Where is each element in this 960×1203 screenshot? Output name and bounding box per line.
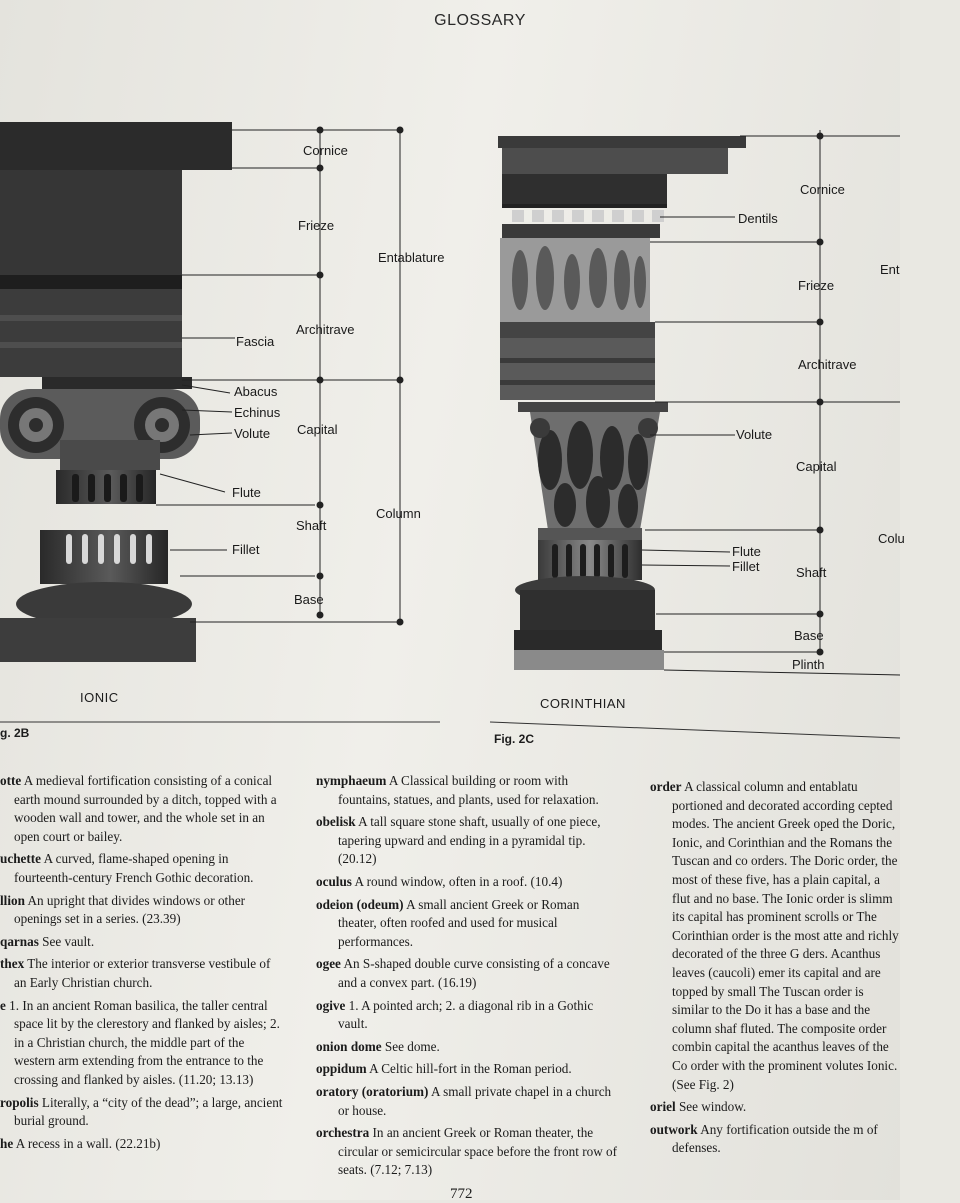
label-frieze-corinthian: Frieze: [798, 278, 835, 293]
glossary-entry: [0, 772, 286, 846]
glossary-entry: [316, 997, 618, 1034]
glossary-entry: [316, 873, 618, 892]
entry-definition: Literally, a “city of the dead”; a large, ancient burial ground.: [14, 1094, 283, 1129]
glossary-entry: [650, 1121, 900, 1158]
entry-definition: A tall square stone shaft, usually of one piece, tapering upward and ending in a pyramidal tip. (20.12): [338, 814, 601, 867]
label-volute-ionic: Volute: [234, 426, 271, 441]
label-flute-ionic: Flute: [232, 485, 261, 500]
figure-area: [0, 110, 905, 750]
entry-definition: See window.: [675, 1099, 747, 1115]
label-fascia: Fascia: [236, 334, 275, 349]
glossary-entry: [316, 896, 618, 952]
label-plinth: Plinth: [792, 657, 825, 672]
entry-headword: qarnas: [0, 933, 39, 949]
entry-definition: An upright that divides windows or other openings set in a series. (23.39): [14, 892, 246, 927]
entry-definition: A Classical building or room with fountains, statues, and plants, used for relaxation.: [338, 773, 599, 807]
entry-headword: nymphaeum: [316, 773, 387, 788]
entry-headword: orchestra: [316, 1125, 370, 1141]
entry-headword: oculus: [316, 873, 352, 889]
entry-headword: uchette: [0, 851, 42, 867]
entry-definition: 1. A pointed arch; 2. a diagonal rib in a Gothic vault.: [338, 997, 594, 1032]
label-abacus: Abacus: [234, 384, 278, 399]
glossary-entry: [0, 933, 286, 952]
glossary-entry: [316, 955, 618, 992]
label-cornice-ionic: Cornice: [303, 143, 348, 158]
entry-definition: An S-shaped double curve consisting of a concave and a convex part. (16.19): [338, 956, 610, 990]
entry-definition: In an ancient Greek or Roman theater, the circular or semicircular space before the front row of seats. (7.12; 7.13): [338, 1125, 617, 1178]
label-architrave-corinthian: Architrave: [798, 357, 857, 372]
entry-headword: oppidum: [316, 1061, 367, 1077]
glossary-entry: [0, 1135, 286, 1154]
entry-headword: order: [650, 779, 682, 794]
glossary-column-1: [0, 772, 286, 1157]
label-base-corinthian: Base: [794, 628, 824, 643]
entry-definition: A Celtic hill-fort in the Roman period.: [366, 1061, 572, 1077]
figure-number-2b: g. 2B: [0, 726, 30, 740]
label-frieze-ionic: Frieze: [298, 218, 335, 233]
glossary-entry: [316, 1083, 618, 1120]
entry-headword: obelisk: [316, 814, 356, 830]
entry-definition: A small private chapel in a church or house.: [338, 1083, 612, 1118]
entry-headword: onion dome: [316, 1038, 382, 1054]
label-capital-ionic: Capital: [297, 422, 338, 437]
glossary-entry: [0, 892, 286, 929]
entry-headword: oratory (oratorium): [316, 1083, 429, 1099]
label-shaft-corinthian: Shaft: [796, 565, 827, 580]
label-flute-corinthian: Flute: [732, 544, 761, 559]
entry-headword: ogive: [316, 997, 346, 1013]
entry-headword: otte: [0, 773, 22, 788]
label-architrave-ionic: Architrave: [296, 322, 355, 337]
entry-definition: See vault.: [38, 933, 95, 949]
caption-corinthian: CORINTHIAN: [540, 696, 626, 711]
label-base-ionic: Base: [294, 592, 324, 607]
glossary-entry: [316, 1038, 618, 1057]
label-entablature-corinthian: Ent: [880, 262, 900, 277]
label-volute-corinthian: Volute: [736, 427, 773, 442]
label-entablature-ionic: Entablature: [378, 250, 445, 265]
glossary-entry: [316, 1124, 618, 1180]
entry-definition: 1. In an ancient Roman basilica, the taller central space lit by the clerestory and flanked by aisles; 2. in a Christian church, the middle part of the western arm extending from the entrance to the crossing and flanked by aisles. (11.20; 13.13): [5, 997, 280, 1087]
label-fillet-corinthian: Fillet: [732, 559, 760, 574]
entry-definition: See dome.: [381, 1038, 440, 1054]
label-column-ionic: Column: [376, 506, 421, 521]
entry-headword: he: [0, 1135, 14, 1151]
entry-headword: ogee: [316, 956, 341, 972]
entry-definition: A recess in a wall. (22.21b): [13, 1135, 161, 1151]
ionic-column-photo: [0, 122, 232, 662]
entry-headword: thex: [0, 956, 25, 972]
entry-headword: odeion (odeum): [316, 896, 404, 912]
glossary-entry: [316, 813, 618, 869]
glossary-entry: [0, 1094, 286, 1131]
label-fillet-ionic: Fillet: [232, 542, 260, 557]
ionic-leader-lines: [156, 127, 403, 625]
entry-headword: llion: [0, 892, 25, 908]
label-shaft-ionic: Shaft: [296, 518, 327, 533]
glossary-entry: [0, 850, 286, 887]
corinthian-column-photo: [498, 136, 746, 670]
entry-definition: A medieval fortification consisting of a conical earth mound surrounded by a ditch, topped with a wooden wall and tower, and the whole set in an open court or bailey.: [14, 773, 277, 844]
entry-definition: A classical column and entablatu portioned and decorated according cepted modes. The ancient Greek oped the Doric, Ionic, and Corinthian and the Romans the Tuscan and co orders. The Doric order, the most of these five, has a plain capital, a flut and no base. The Ionic order is slimm its capital has prominent scrolls or The Corinthian order is the most atte and richly decorated of the three G ders. Acanthus leaves (caucoli) emer its capital and are topped by small The Tuscan order is similar to the Do it has a base and the column shaf fluted. The composite order combin capital the acanthus leaves of the Co order with the prominent volutes Ionic. (See Fig. 2): [672, 779, 899, 1092]
label-capital-corinthian: Capital: [796, 459, 837, 474]
glossary-entry: [650, 778, 900, 1094]
page-number: 772: [450, 1186, 473, 1202]
figure-number-2c: Fig. 2C: [494, 732, 535, 746]
glossary-column-2: [316, 772, 618, 1184]
label-echinus: Echinus: [234, 405, 281, 420]
label-cornice-corinthian: Cornice: [800, 182, 845, 197]
glossary-entry: [316, 1060, 618, 1079]
entry-headword: oriel: [650, 1099, 676, 1115]
glossary-entry: [0, 997, 286, 1090]
entry-definition: Any fortification outside the m of defenses.: [672, 1121, 878, 1156]
entry-headword: ropolis: [0, 1094, 39, 1110]
label-column-corinthian: Colu: [878, 531, 905, 546]
entry-definition: The interior or exterior transverse vestibule of an Early Christian church.: [14, 956, 271, 990]
entry-headword: outwork: [650, 1121, 698, 1137]
glossary-entry: [316, 772, 618, 809]
entry-definition: A round window, often in a roof. (10.4): [351, 873, 563, 889]
running-head: GLOSSARY: [434, 12, 526, 29]
caption-ionic: IONIC: [80, 690, 119, 705]
label-dentils: Dentils: [738, 211, 778, 226]
entry-definition: A curved, flame-shaped opening in fourteenth-century French Gothic decoration.: [14, 851, 254, 885]
glossary-entry: [0, 955, 286, 992]
glossary-column-3: [650, 778, 900, 1162]
entry-headword: e: [0, 997, 6, 1013]
glossary-entry: [650, 1098, 900, 1117]
entry-definition: A small ancient Greek or Roman theater, often roofed and used for musical performances.: [338, 896, 580, 949]
